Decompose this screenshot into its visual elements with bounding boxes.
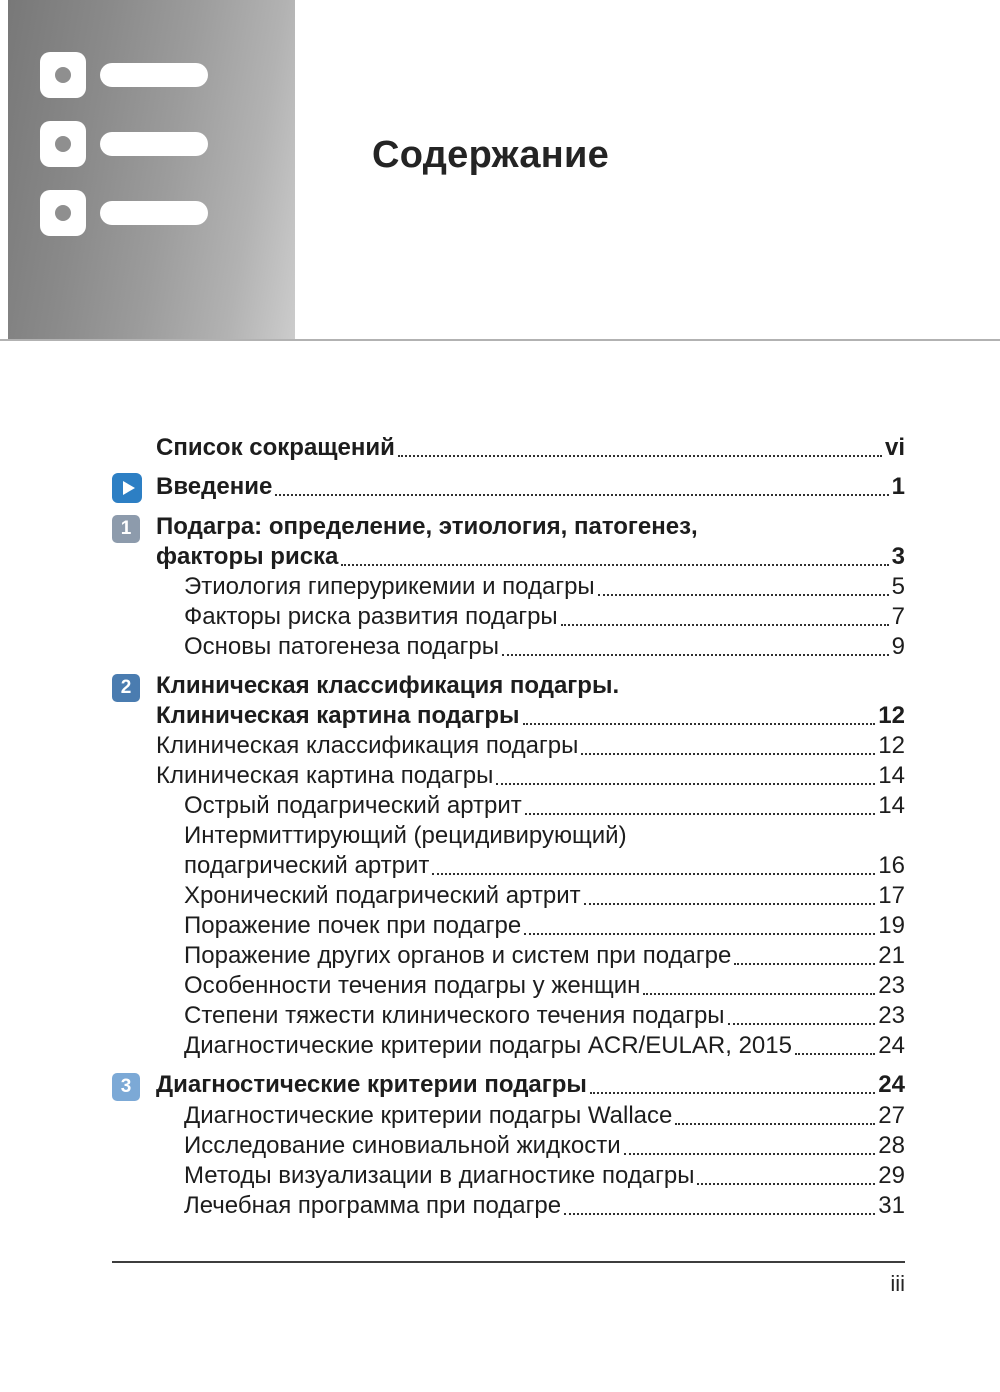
toc-entry-title: Этиология гиперурикемии и подагры: [184, 573, 595, 600]
dot-leader: [598, 594, 889, 596]
dot-leader: [584, 903, 876, 905]
toc-line: [156, 731, 905, 761]
dot-leader: [502, 654, 889, 656]
toc-line: [184, 632, 905, 662]
toc-entry-gutter: [112, 761, 156, 791]
toc-entry-gutter: [112, 881, 156, 911]
toc-line: [184, 602, 905, 632]
list-icon-row: [40, 190, 208, 236]
page-ref: 21: [878, 942, 905, 969]
page-ref: 5: [891, 573, 905, 600]
toc-entry-body: [156, 572, 905, 602]
page-ref: 23: [878, 1002, 905, 1029]
section-number-badge: 2: [112, 674, 140, 702]
toc-entry-body: [156, 1191, 905, 1221]
toc-line: [156, 671, 905, 701]
page-ref: 24: [878, 1071, 905, 1098]
toc-entry-gutter: [112, 971, 156, 1001]
toc-entry-title: Факторы риска развития подагры: [184, 603, 558, 630]
page-ref: vi: [884, 434, 905, 461]
toc-entry: [112, 1101, 905, 1131]
list-bullet-box-icon: [40, 190, 86, 236]
toc-line: [156, 701, 905, 731]
page-ref: 3: [891, 543, 905, 570]
dot-leader: [496, 783, 875, 785]
toc-entry-gutter: [112, 572, 156, 602]
page-ref: 16: [878, 852, 905, 879]
toc-line: [184, 1131, 905, 1161]
toc-entry-body: [156, 791, 905, 821]
toc-line: [156, 542, 905, 572]
toc-entry: [112, 671, 905, 731]
dot-leader: [341, 564, 888, 566]
toc-entry: [112, 1001, 905, 1031]
toc-entry-title: Диагностические критерии подагры: [156, 1071, 587, 1098]
toc-entry: [112, 821, 905, 881]
toc-line: [184, 941, 905, 971]
dot-leader: [728, 1023, 876, 1025]
list-bullet-dot-icon: [55, 205, 71, 221]
toc-entry-gutter: [112, 512, 156, 572]
page-ref: 12: [878, 732, 905, 759]
list-line-bar-icon: [100, 201, 208, 225]
toc-entry: [112, 632, 905, 662]
toc-line: [184, 791, 905, 821]
page-ref: 14: [878, 762, 905, 789]
page-ref: 24: [878, 1032, 905, 1059]
toc-line: [184, 1001, 905, 1031]
toc-entry-title: Поражение почек при подагре: [184, 912, 522, 939]
page-ref: 9: [891, 633, 905, 660]
dot-leader: [624, 1153, 876, 1155]
toc-entry-gutter: [112, 1101, 156, 1131]
dot-leader: [643, 993, 875, 995]
page-ref: 29: [878, 1162, 905, 1189]
toc-line: [184, 911, 905, 941]
dot-leader: [398, 455, 882, 457]
toc-entry-title: Клиническая картина подагры: [156, 702, 520, 729]
toc-entry: [112, 472, 905, 503]
dot-leader: [795, 1053, 875, 1055]
page-ref: 19: [878, 912, 905, 939]
list-icon-row: [40, 121, 208, 167]
dot-leader: [590, 1092, 875, 1094]
toc-entry: [112, 572, 905, 602]
toc-line: [184, 1191, 905, 1221]
toc-entry-title: Методы визуализации в диагностике подагры: [184, 1162, 695, 1189]
toc-entry-title: подагрический артрит: [184, 852, 430, 879]
toc-entry-title: факторы риска: [156, 543, 339, 570]
toc-entry-body: [156, 671, 905, 731]
toc-entry-title: Основы патогенеза подагры: [184, 633, 500, 660]
toc-entry-gutter: [112, 1001, 156, 1031]
toc-entry-gutter: [112, 1191, 156, 1221]
toc-entry: [112, 881, 905, 911]
toc-entry: [112, 1031, 905, 1061]
toc-entry-body: [156, 1101, 905, 1131]
list-bullet-dot-icon: [55, 67, 71, 83]
toc-entry: [112, 971, 905, 1001]
toc-entry-gutter: [112, 632, 156, 662]
dot-leader: [675, 1123, 875, 1125]
toc-entry-body: [156, 1070, 905, 1101]
toc-entry: [112, 791, 905, 821]
dot-leader: [697, 1183, 875, 1185]
toc-entry: [112, 911, 905, 941]
toc-entry-body: [156, 731, 905, 761]
toc-line: [184, 881, 905, 911]
toc-entry: [112, 433, 905, 463]
toc-line: [156, 512, 905, 542]
toc-entry-title: Исследование синовиальной жидкости: [184, 1132, 621, 1159]
toc-entry-body: [156, 602, 905, 632]
play-triangle-icon: [123, 481, 135, 495]
dot-leader: [581, 753, 875, 755]
toc-entry: [112, 1131, 905, 1161]
toc-entry-title: Введение: [156, 473, 273, 500]
list-icon: [40, 52, 208, 259]
toc-entry-title: Подагра: определение, этиология, патогенез,: [156, 513, 698, 540]
page-footer: [112, 1261, 905, 1297]
page-ref: 17: [878, 882, 905, 909]
toc-entry-gutter: [112, 1161, 156, 1191]
toc-entry-title: Лечебная программа при подагре: [184, 1192, 562, 1219]
toc-entry-title: Интермиттирующий (рецидивирующий): [184, 822, 627, 849]
toc-entry-body: [156, 472, 905, 503]
toc-line: [156, 433, 905, 463]
list-bullet-box-icon: [40, 52, 86, 98]
toc-entry-title: Поражение других органов и систем при подагре: [184, 942, 732, 969]
toc-entry-gutter: [112, 472, 156, 503]
toc-entry-title: Острый подагрический артрит: [184, 792, 522, 819]
toc-line: [184, 851, 905, 881]
dot-leader: [564, 1213, 875, 1215]
toc-entry-gutter: [112, 911, 156, 941]
toc-entry-title: Хронический подагрический артрит: [184, 882, 581, 909]
dot-leader: [561, 624, 889, 626]
toc-entry-title: Степени тяжести клинического течения подагры: [184, 1002, 725, 1029]
toc-entry-title: Клиническая картина подагры: [156, 762, 494, 789]
page-ref: 7: [891, 603, 905, 630]
header-graphic: [8, 0, 295, 339]
toc-entry-gutter: [112, 1131, 156, 1161]
dot-leader: [523, 723, 876, 725]
header-rule: [0, 339, 1000, 341]
toc-entry-gutter: [112, 731, 156, 761]
toc-line: [184, 821, 905, 851]
toc-entry: [112, 1161, 905, 1191]
toc-entry: [112, 941, 905, 971]
page-ref: 31: [878, 1192, 905, 1219]
page-ref: 14: [878, 792, 905, 819]
toc-entry-gutter: [112, 602, 156, 632]
toc-entry: [112, 761, 905, 791]
toc-entry-body: [156, 1161, 905, 1191]
toc-entry-title: Список сокращений: [156, 434, 395, 461]
page-title: Содержание: [372, 134, 610, 176]
toc-entry-body: [156, 1001, 905, 1031]
dot-leader: [524, 933, 875, 935]
toc-entry-title: Клиническая классификация подагры: [156, 732, 579, 759]
toc-entry-title: Диагностические критерии подагры ACR/EULAR, 2015: [184, 1032, 792, 1059]
toc-line: [184, 971, 905, 1001]
toc-entry-title: Диагностические критерии подагры Wallace: [184, 1102, 673, 1129]
toc-entry: [112, 1191, 905, 1221]
toc-entry-gutter: [112, 791, 156, 821]
toc-entry-body: [156, 881, 905, 911]
toc-line: [184, 572, 905, 602]
toc-entry-body: [156, 941, 905, 971]
toc-entry-gutter: [112, 433, 156, 463]
toc-entry-gutter: [112, 1070, 156, 1101]
toc-line: [156, 1070, 905, 1100]
toc-line: [184, 1161, 905, 1191]
toc-line: [156, 472, 905, 502]
toc-entry-title: Особенности течения подагры у женщин: [184, 972, 641, 999]
toc-entry-body: [156, 971, 905, 1001]
page-ref: 27: [878, 1102, 905, 1129]
toc-entry-gutter: [112, 671, 156, 731]
page-ref: 1: [891, 473, 905, 500]
list-line-bar-icon: [100, 132, 208, 156]
dot-leader: [734, 963, 875, 965]
toc-entry-body: [156, 433, 905, 463]
toc-entry-gutter: [112, 821, 156, 881]
toc-entry-body: [156, 911, 905, 941]
list-bullet-box-icon: [40, 121, 86, 167]
list-line-bar-icon: [100, 63, 208, 87]
toc-line: [156, 761, 905, 791]
toc-entry-body: [156, 632, 905, 662]
dot-leader: [525, 813, 876, 815]
dot-leader: [432, 873, 875, 875]
dot-leader: [275, 494, 888, 496]
toc-entry: [112, 731, 905, 761]
section-number-badge: 1: [112, 515, 140, 543]
toc-entry: [112, 512, 905, 572]
toc-entry-body: [156, 761, 905, 791]
toc-entry-body: [156, 1031, 905, 1061]
page-ref: 12: [878, 702, 905, 729]
toc-entry-gutter: [112, 1031, 156, 1061]
toc-entry: [112, 602, 905, 632]
toc-entry-title: Клиническая классификация подагры.: [156, 672, 620, 699]
toc-entry-gutter: [112, 941, 156, 971]
toc-entry-body: [156, 821, 905, 881]
section-number-badge: 3: [112, 1073, 140, 1101]
page-header: [0, 0, 1000, 341]
toc-entry: [112, 1070, 905, 1101]
page-ref: 28: [878, 1132, 905, 1159]
toc-line: [184, 1101, 905, 1131]
toc-entry-body: [156, 1131, 905, 1161]
page-number: iii: [890, 1271, 905, 1296]
list-icon-row: [40, 52, 208, 98]
list-bullet-dot-icon: [55, 136, 71, 152]
toc-line: [184, 1031, 905, 1061]
page-ref: 23: [878, 972, 905, 999]
toc-list: [112, 433, 905, 1221]
play-icon: [112, 473, 142, 503]
toc-entry-body: [156, 512, 905, 572]
